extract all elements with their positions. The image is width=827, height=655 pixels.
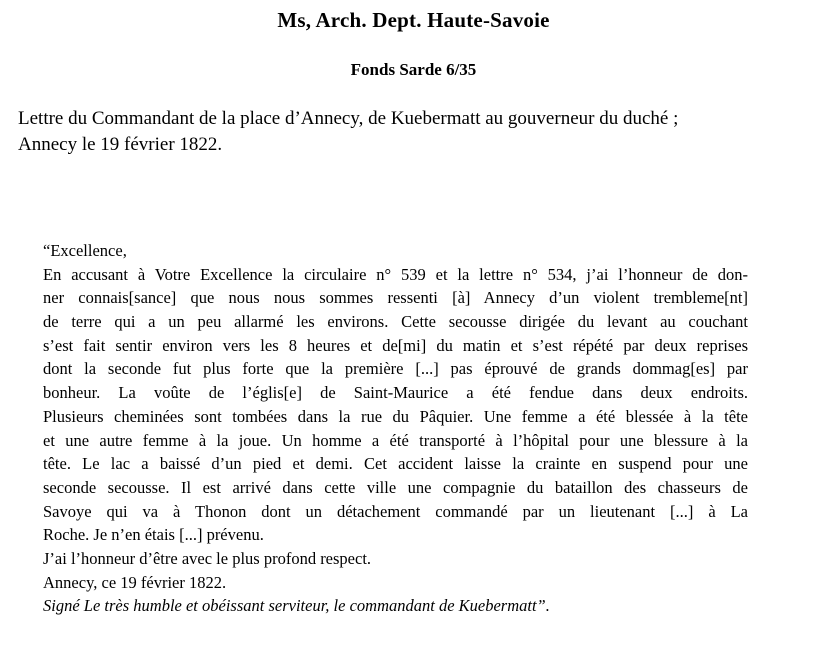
letter-place-date: Annecy, ce 19 février 1822.	[43, 572, 227, 592]
letter-line: Roche. Je n’en étais [...] prévenu.	[43, 525, 264, 545]
page-title: Ms, Arch. Dept. Haute-Savoie	[277, 8, 550, 32]
letter-line: de terre qui a un peu allarmé les environs. Cette secousse dirigée du levant au couchant	[43, 312, 748, 332]
letter-signature: Signé Le très humble et obéissant serviteur, le commandant de Kuebermatt”.	[43, 596, 550, 616]
letter-closing: J’ai l’honneur d’être avec le plus profond respect.	[43, 548, 372, 568]
letter-line: s’est fait sentir environ vers les 8 heures et de[mi] du matin et s’est répété par deux reprises	[43, 335, 748, 355]
intro-line: Annecy le 19 février 1822.	[18, 134, 223, 155]
letter-line: et une autre femme à la joue. Un homme a été transporté à l’hôpital pour une blessure à la	[43, 430, 748, 450]
intro-line: Lettre du Commandant de la place d’Annecy, de Kuebermatt au gouverneur du duché ;	[18, 108, 679, 129]
letter-line: En accusant à Votre Excellence la circulaire n° 539 et la lettre n° 534, j’ai l’honneur de don-	[43, 264, 748, 284]
letter-line: Plusieurs cheminées sont tombées dans la rue du Pâquier. Une femme a été blessée à la tête	[43, 406, 748, 426]
letter-text	[43, 239, 753, 618]
intro-paragraph	[18, 106, 823, 158]
letter-line: seconde secousse. Il est arrivé dans cette ville une compagnie du bataillon des chasseurs de	[43, 477, 748, 497]
letter-line: Savoye qui va à Thonon dont un détachement commandé par un lieutenant [...] à La	[43, 501, 748, 521]
page-subtitle: Fonds Sarde 6/35	[350, 60, 477, 79]
letter-line: ner connais[sance] que nous nous sommes ressenti [à] Annecy d’un violent trembleme[nt]	[43, 288, 748, 308]
letter-line: bonheur. La voûte de l’églis[e] de Saint-Maurice a été fendue dans deux endroits.	[43, 383, 748, 403]
letter-salutation: “Excellence,	[43, 241, 127, 260]
letter-line: tête. Le lac a baissé d’un pied et demi. Cet accident laisse la crainte en suspend pour une	[43, 454, 748, 474]
letter-line: dont la seconde fut plus forte que la première [...] pas éprouvé de grands dommag[es] par	[43, 359, 748, 379]
